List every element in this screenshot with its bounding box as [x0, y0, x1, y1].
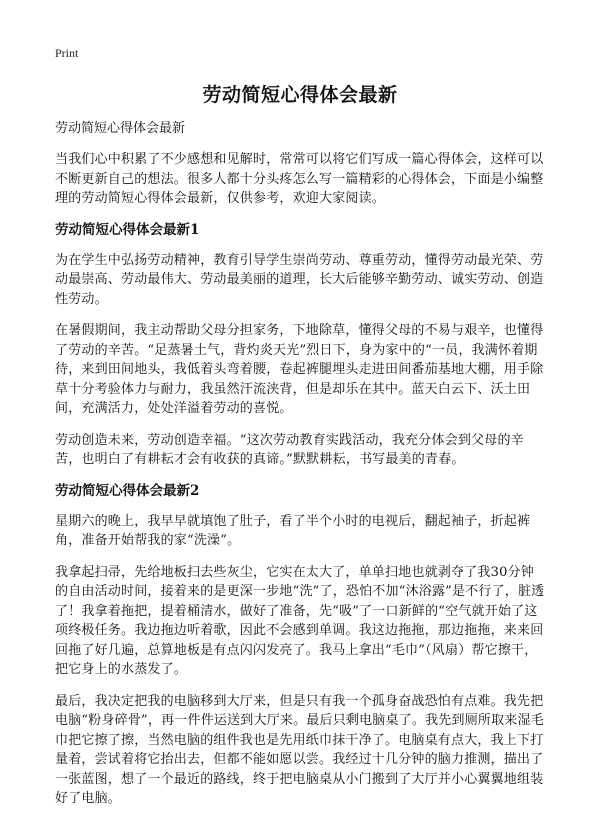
document-subtitle: 劳动简短心得体会最新 [55, 121, 186, 136]
section-1-paragraph: 为在学生中弘扬劳动精神，教育引导学生崇尚劳动、尊重劳动，懂得劳动最光荣、劳动最崇高、劳动最伟大、劳动最美丽的道理，长大后能够辛勤劳动、诚实劳动、创造性劳动。 [55, 252, 544, 307]
print-label: Print [55, 46, 79, 60]
section-1-paragraph: 劳动创造未来，劳动创造幸福。“这次劳动教育实践活动，我充分体会到父母的辛苦，也明白了有耕耘才会有收获的真谛。”默默耕耘，书写最美的青春。 [55, 432, 524, 467]
document-body [55, 120, 547, 821]
section-heading-1: 劳动简短心得体会最新1 [55, 221, 200, 238]
section-2-paragraph: 我拿起扫帚，先给地板扫去些灰尘，它实在太大了，单单扫地也就剥夺了我30分钟的自由活动时间，接着来的是更深一步地“洗”了，恐怕不加“沐浴露”是不行了，脏透了！我拿着拖把，提着桶清水，做好了准备，先“吸”了一口新鲜的“空气就开始了这项终极任务。我边拖边听着歌，因此不会感到单调。我这边拖拖，那边拖拖，来来回回拖了好几遍，总算地板是有点闪闪发亮了。我马上拿出“毛巾”（风扇）帮它擦干，把它身上的水蒸发了。 [55, 564, 545, 677]
intro-paragraph: 当我们心中积累了不少感想和见解时，常常可以将它们写成一篇心得体会，这样可以不断更新自己的想法。很多人都十分头疼怎么写一篇精彩的心得体会，下面是小编整理的劳动简短心得体会最新，仅供参考，欢迎大家阅读。 [55, 152, 544, 206]
section-2-paragraph: 星期六的晚上，我早早就填饱了肚子，看了半个小时的电视后，翻起袖子，折起裤角，准备开始帮我的家“洗澡”。 [55, 513, 531, 548]
section-heading-2: 劳动简短心得体会最新2 [55, 482, 200, 499]
page-title: 劳动简短心得体会最新 [202, 84, 398, 106]
section-2-paragraph: 最后，我决定把我的电脑移到大厅来，但是只有我一个孤身奋战恐怕有点难。我先把电脑“粉身碎骨”，再一件件运送到大厅来。最后只剩电脑桌了。我先到厕所取来湿毛巾把它擦了擦，当然电脑的组件我也是先用纸巾抹干净了。电脑桌有点大，我上下打量着，尝试着将它抬出去，但都不能如愿以尝。我经过十几分钟的脑力推测，描出了一张蓝图，想了一个最近的路线，终于把电脑桌从小门搬到了大厅并小心翼翼地组装好了电脑。 [55, 693, 544, 806]
section-1-paragraph: 在暑假期间，我主动帮助父母分担家务，下地除草，懂得父母的不易与艰辛，也懂得了劳动的辛苦。“足蒸暑土气，背灼炎天光”烈日下，身为家中的“一员，我满怀着期待，来到田间地头，我低着头弯着腰，卷起裤腿埋头走进田间番茄基地大棚，用手除草十分考验体力与耐力，我虽然汗流浃背，但是却乐在其中。蓝天白云下、沃土田间，充满活力，处处洋溢着劳动的喜悦。 [55, 323, 544, 416]
